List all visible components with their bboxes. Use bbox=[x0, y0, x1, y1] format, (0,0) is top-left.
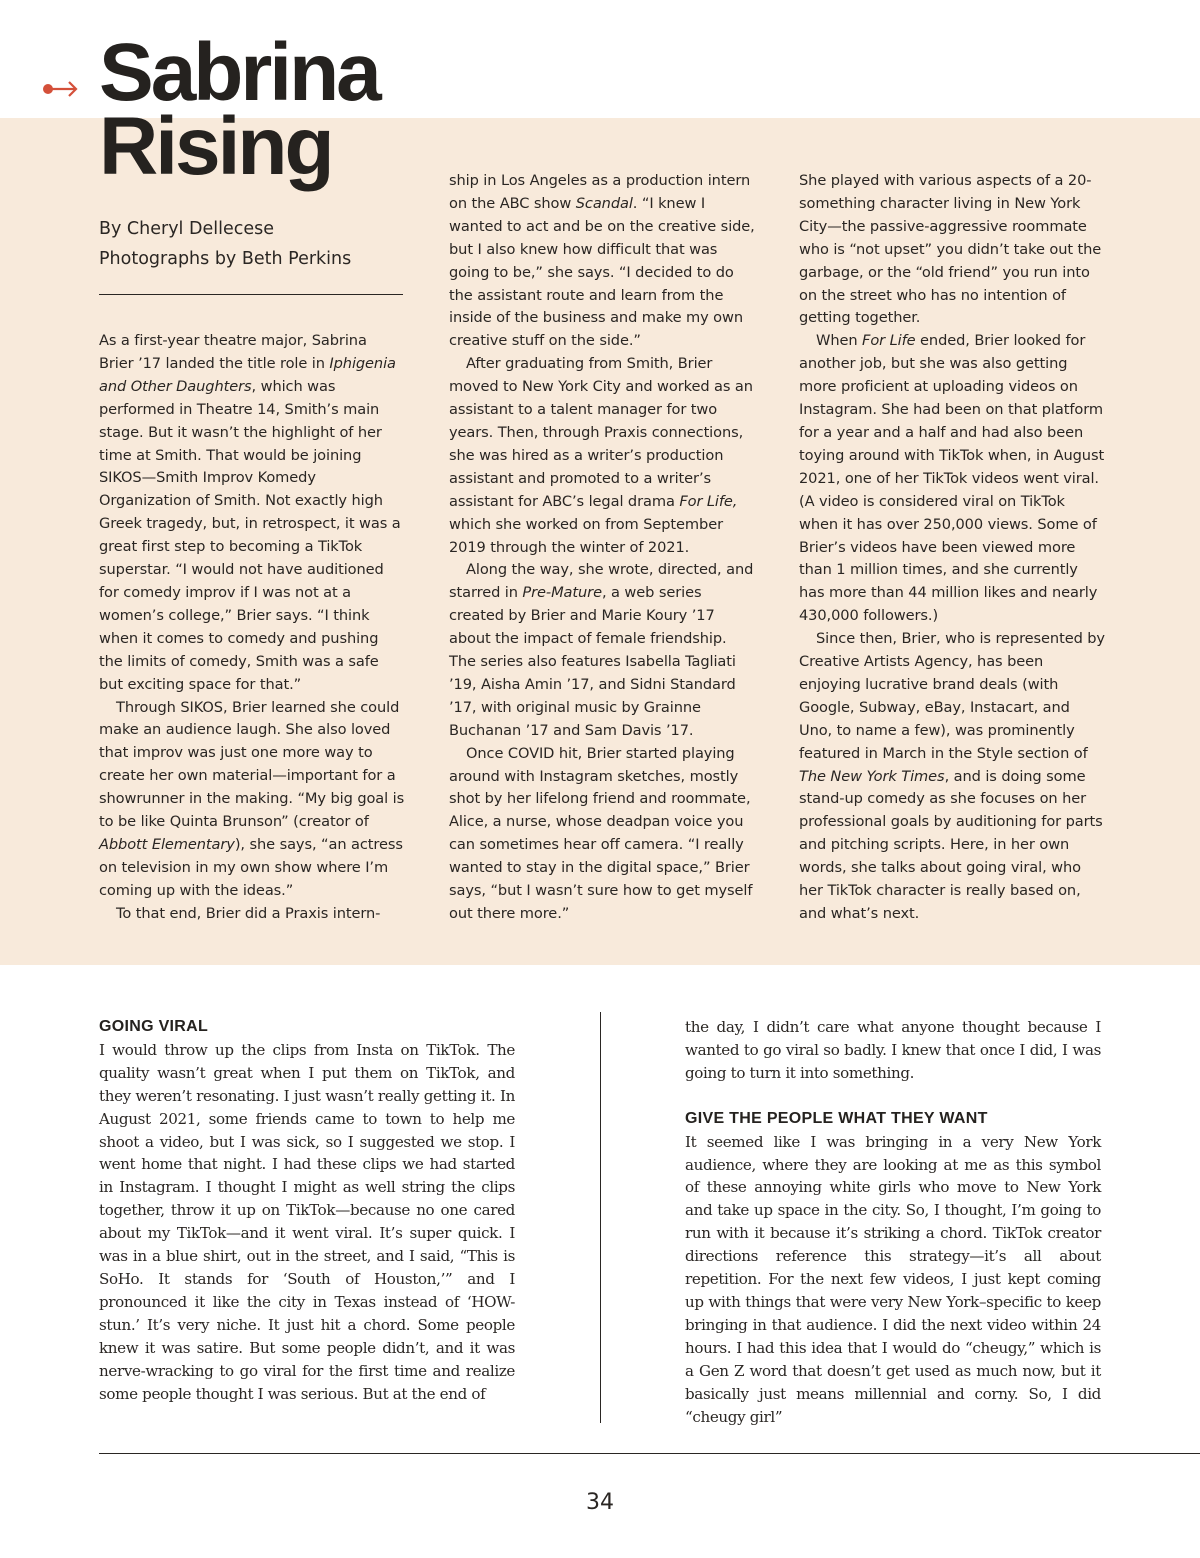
qa-column-2 bbox=[685, 1016, 1101, 1428]
intro-column-2 bbox=[449, 170, 755, 926]
intro-paragraph-5: Along the way, she wrote, directed, and starred in Pre-Mature, a web series created by Brier and Marie Koury ’17 about the impact of female friendship. The series also features Isabella Tagliati ’19, Aisha Amin ’17, and Sidni Standard ’17, with original music by Grainne Buchanan ’17 and Sam Davis ’17. bbox=[449, 561, 754, 739]
qa-answer-1: I would throw up the clips from Insta on TikTok. The quality wasn’t great when I put them on TikTok, and they weren’t resonating. I just wasn’t really getting it. In August 2021, some friends came to town to help me shoot a video, but I was sick, so I suggested we stop. I went home that night. I had these clips we had started in Instagram. I thought I might as well string the clips together, throw it up on TikTok—because no one cared about my TikTok—and it went viral. It’s super quick. I was in a blue shirt, out in the street, and I said, “This is SoHo. It stands for ‘South of Houston,’” and I pronounced it like the city in Texas instead of ‘HOW-stun.’ It’s very niche. It just hit a chord. Some people knew it was satire. But some people didn’t, and it was nerve-wracking to go viral for the first time and realize some people thought I was serious. But at the end of bbox=[99, 1040, 515, 1403]
intro-paragraph-3-start: To that end, Brier did a Praxis intern- bbox=[116, 904, 381, 922]
page-number: 34 bbox=[586, 1490, 614, 1515]
intro-column-3 bbox=[799, 170, 1105, 926]
qa-answer-2: It seemed like I was bringing in a very New York audience, where they are looking at me as this symbol of these annoying white girls who move to New York and take up space in the city. So, I thought, I’m going to run with it because it’s striking a chord. TikTok creator directions reference this strategy—it’s all about repetition. For the next few videos, I just kept coming up with things that were very New York–specific to keep bringing in that audience. I did the next video within 24 hours. I had this idea that I would do “cheugy,” which is a Gen Z word that doesn’t get used as much now, but it basically just means millennial and corny. So, I did “cheugy girl” bbox=[685, 1132, 1101, 1426]
intro-paragraph-7: When For Life ended, Brier looked for another job, but she was also getting more proficient at uploading videos on Instagram. She had been on that platform for a year and a half and had also been toying around with TikTok when, in August 2021, one of her TikTok videos went viral. (A video is considered viral on TikTok when it has over 250,000 views. Some of Brier’s videos have been viewed more than 1 million times, and she currently has more than 44 million likes and nearly 430,000 followers.) bbox=[799, 332, 1105, 625]
arrow-right-icon bbox=[42, 78, 82, 100]
qa-answer-1-cont: the day, I didn’t care what anyone thought because I wanted to go viral so badly. I knew that once I did, I was going to turn it into something. bbox=[685, 1018, 1101, 1082]
intro-column-1 bbox=[99, 330, 405, 926]
intro-paragraph-1: As a first-year theatre major, Sabrina Brier ’17 landed the title role in Iphigenia and Other Daughters, which was performed in Theatre 14, Smith’s main stage. But it wasn’t the highlight of her time at Smith. That would be joining SIKOS—Smith Improv Komedy Organization of Smith. Not exactly high Greek tragedy, but, in retrospect, it was a great first step to becoming a TikTok superstar. “I would not have auditioned for comedy improv if I was not at a women’s college,” Brier says. “I think when it comes to comedy and pushing the limits of comedy, Smith was a safe but exciting space for that.” bbox=[99, 332, 401, 693]
qa-column-1 bbox=[99, 1016, 515, 1405]
byline bbox=[99, 214, 351, 274]
intro-paragraph-4: After graduating from Smith, Brier moved to New York City and worked as an assistant to a talent manager for two years. Then, through Praxis connections, she was hired as a writer’s production assistant and promoted to a writer’s assistant for ABC’s legal drama For Life, which she worked on from September 2019 through the winter of 2021. bbox=[449, 355, 753, 556]
section-heading-going-viral: GOING VIRAL bbox=[99, 1018, 209, 1035]
title-line-2: Rising bbox=[99, 101, 332, 192]
byline-divider bbox=[99, 294, 403, 295]
intro-paragraph-3-cont: ship in Los Angeles as a production intern on the ABC show Scandal. “I knew I wanted to act and be on the creative side, but I also knew how difficult that was going to be,” she says. “I decided to do the assistant route and learn from the inside of the business and make my own creative stuff on the side.” bbox=[449, 172, 755, 350]
footer-rule bbox=[99, 1453, 1200, 1454]
intro-paragraph-6-cont: She played with various aspects of a 20-something character living in New York City—the passive-aggressive roommate who is “not upset” you didn’t take out the garbage, or the “old friend” you run into on the street who has no intention of getting together. bbox=[799, 172, 1102, 327]
intro-paragraph-6: Once COVID hit, Brier started playing around with Instagram sketches, mostly shot by her lifelong friend and roommate, Alice, a nurse, whose deadpan voice you can sometimes hear off camera. “I really wanted to stay in the digital space,” Brier says, “but I wasn’t sure how to get myself out there more.” bbox=[449, 744, 753, 922]
article-title bbox=[99, 27, 379, 192]
author-credit: By Cheryl Dellecese bbox=[99, 219, 274, 239]
intro-paragraph-2: Through SIKOS, Brier learned she could make an audience laugh. She also loved that improv was just one more way to create her own material—important for a showrunner in the making. “My big goal is to be like Quinta Brunson” (creator of Abbott Elementary), she says, “an actress on television in my own show where I’m coming up with the ideas.” bbox=[99, 698, 405, 899]
intro-paragraph-8: Since then, Brier, who is represented by Creative Artists Agency, has been enjoying lucrative brand deals (with Google, Subway, eBay, Instacart, and Uno, to name a few), was prominently featured in March in the Style section of The New York Times, and is doing some stand-up comedy as she focuses on her professional goals by auditioning for parts and pitching scripts. Here, in her own words, she talks about going viral, who her TikTok character is really based on, and what’s next. bbox=[799, 630, 1105, 922]
title-line-1: Sabrina bbox=[99, 27, 379, 118]
section-heading-give-the-people: GIVE THE PEOPLE WHAT THEY WANT bbox=[685, 1109, 988, 1127]
column-divider bbox=[600, 1012, 601, 1423]
photographer-credit: Photographs by Beth Perkins bbox=[99, 249, 352, 269]
